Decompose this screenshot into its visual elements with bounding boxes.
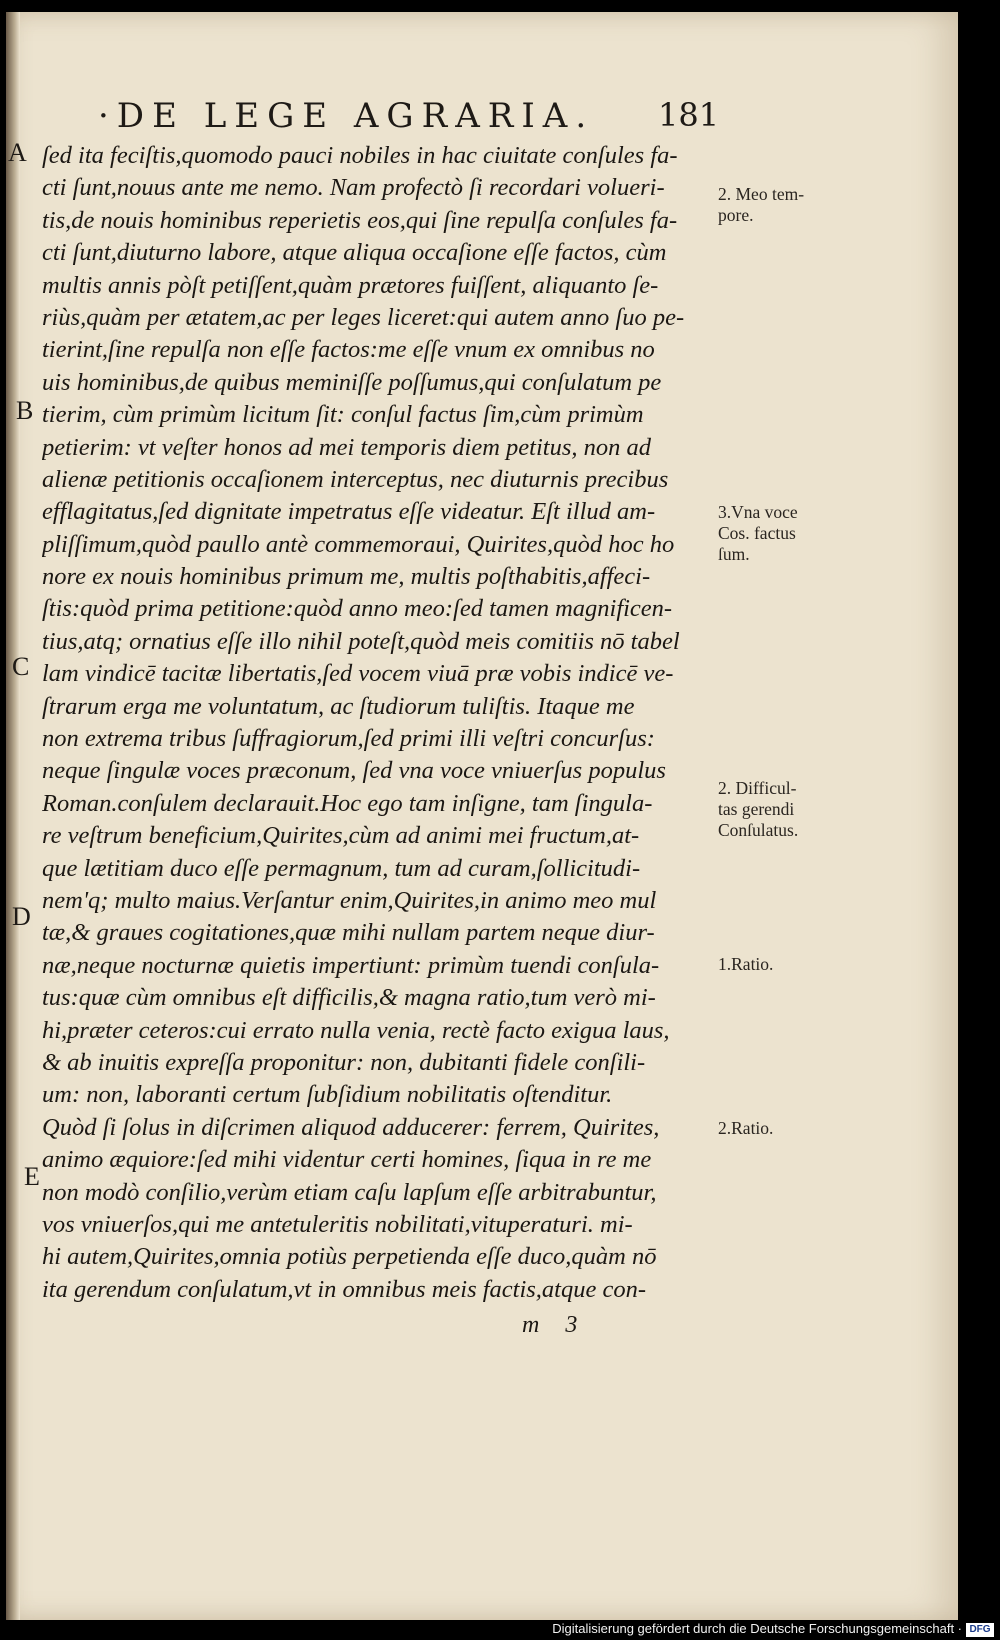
section-letter-e: E	[24, 1162, 40, 1191]
text-line: um: non, laboranti certum ſubſidium nobilitatis oſtenditur.	[42, 1081, 613, 1109]
book-page	[6, 12, 958, 1620]
text-line: petierim: vt veſter honos ad mei temporis diem petitus, non ad	[42, 433, 651, 461]
text-line: non modò conſilio,verùm etiam caſu lapſum eſſe arbitrabuntur,	[42, 1178, 657, 1206]
credit-text: Digitalisierung gefördert durch die Deutsche Forschungsgemeinschaft ·	[552, 1621, 962, 1636]
text-line: Roman.conſulem declarauit.Hoc ego tam inſigne, tam ſingula-	[42, 789, 653, 817]
text-line: lam vindicē tacitæ libertatis,ſed vocem viuā præ vobis indicē ve-	[42, 660, 674, 688]
dfg-logo: DFG	[966, 1623, 994, 1637]
text-line: hi autem,Quirites,omnia potiùs perpetienda eſſe duco,quàm nō	[42, 1243, 657, 1271]
text-line: alienæ petitionis occaſionem interceptus, nec diuturnis precibus	[42, 465, 669, 493]
text-line: uis hominibus,de quibus meminiſſe poſſumus,qui conſulatum pe	[42, 368, 662, 396]
text-line: ſtis:quòd prima petitione:quòd anno meo:ſed tamen magnificen-	[42, 595, 673, 623]
body-text	[42, 140, 710, 1306]
section-letter-b: B	[16, 396, 34, 425]
text-line: & ab inuitis expreſſa proponitur: non, dubitanti fidele conſili-	[42, 1048, 646, 1076]
digitization-credit	[552, 1620, 994, 1638]
section-letter-c: C	[12, 652, 30, 681]
text-line: tierim, cùm primùm licitum ſit: conſul factus ſim,cùm primùm	[42, 401, 644, 429]
text-line: animo æquiore:ſed mihi videntur certi homines, ſiqua in re me	[42, 1146, 652, 1174]
text-line: re veſtrum beneficium,Quirites,cùm ad animi mei fructum,at-	[42, 822, 640, 850]
page-number: 181	[658, 96, 720, 134]
text-line: Quòd ſi ſolus in diſcrimen aliquod adducerer: ferrem, Quirites,	[42, 1113, 660, 1141]
text-line: ſed ita feciſtis,quomodo pauci nobiles in hac ciuitate conſules fa-	[42, 142, 678, 169]
margin-note-3: 2. Difficul- tas gerendi Conſulatus.	[718, 778, 799, 840]
section-letter-d: D	[12, 902, 31, 931]
text-line: non extrema tribus ſuffragiorum,ſed primi illi veſtri concurſus:	[42, 725, 655, 753]
text-line: tius,atq; ornatius eſſe illo nihil poteſt,quòd meis comitiis nō tabel	[42, 627, 680, 655]
text-line: cti ſunt,diuturno labore, atque aliqua occaſione eſſe factos, cùm	[42, 239, 667, 267]
margin-note-1: 2. Meo tem- pore.	[718, 184, 805, 225]
text-line: tus:quæ cùm omnibus eſt difficilis,& magna ratio,tum verò mi-	[42, 984, 656, 1012]
text-line: vos vniuerſos,qui me antetuleritis nobilitati,vituperaturi. mi-	[42, 1210, 633, 1238]
signature-mark: m 3	[522, 1312, 588, 1338]
text-line: tierint,ſine repulſa non eſſe factos:me eſſe vnum ex omnibus no	[42, 336, 655, 364]
margin-note-2: 3.Vna voce Cos. factus ſum.	[718, 502, 798, 564]
text-line: riùs,quàm per ætatem,ac per leges liceret:qui autem anno ſuo pe-	[42, 303, 685, 331]
text-line: neque ſingulæ voces præconum, ſed vna voce vniuerſus populus	[42, 757, 666, 785]
margin-note-4: 1.Ratio.	[718, 954, 774, 974]
text-line: multis annis pòſt petiſſent,quàm prætores fuiſſent, aliquanto ſe-	[42, 271, 659, 299]
text-line: hi,præter ceteros:cui errato nulla venia, rectè facto exigua laus,	[42, 1016, 670, 1044]
text-line: tæ,& graues cogitationes,quæ mihi nullam partem neque diur-	[42, 919, 655, 947]
text-line: næ,neque nocturnæ quietis impertiunt: primùm tuendi conſula-	[42, 951, 660, 979]
text-line: efflagitatus,ſed dignitate impetratus eſſe videatur. Eſt illud am-	[42, 498, 656, 526]
text-line: nore ex nouis hominibus primum me, multis poſthabitis,affeci-	[42, 563, 651, 591]
text-line: ſtrarum erga me voluntatum, ac ſtudiorum tuliſtis. Itaque me	[42, 692, 635, 720]
text-line: cti ſunt,nouus ante me nemo. Nam profectò ſi recordari volueri-	[42, 174, 665, 202]
text-line: que lætitiam duco eſſe permagnum, tum ad curam,ſollicitudi-	[42, 854, 641, 882]
text-line: pliſſimum,quòd paullo antè commemoraui, Quirites,quòd hoc ho	[42, 530, 675, 558]
running-header: ·DE LEGE AGRARIA.	[98, 96, 595, 136]
text-line: ita gerendum conſulatum,vt in omnibus meis factis,atque con-	[42, 1275, 647, 1303]
text-line: nem'q; multo maius.Verſantur enim,Quirites,in animo meo mul	[42, 886, 657, 914]
text-line: tis,de nouis hominibus reperietis eos,qui ſine repulſa conſules fa-	[42, 206, 678, 234]
section-letter-a: A	[8, 138, 27, 167]
page-binding-edge	[6, 12, 20, 1620]
margin-note-5: 2.Ratio.	[718, 1118, 774, 1138]
